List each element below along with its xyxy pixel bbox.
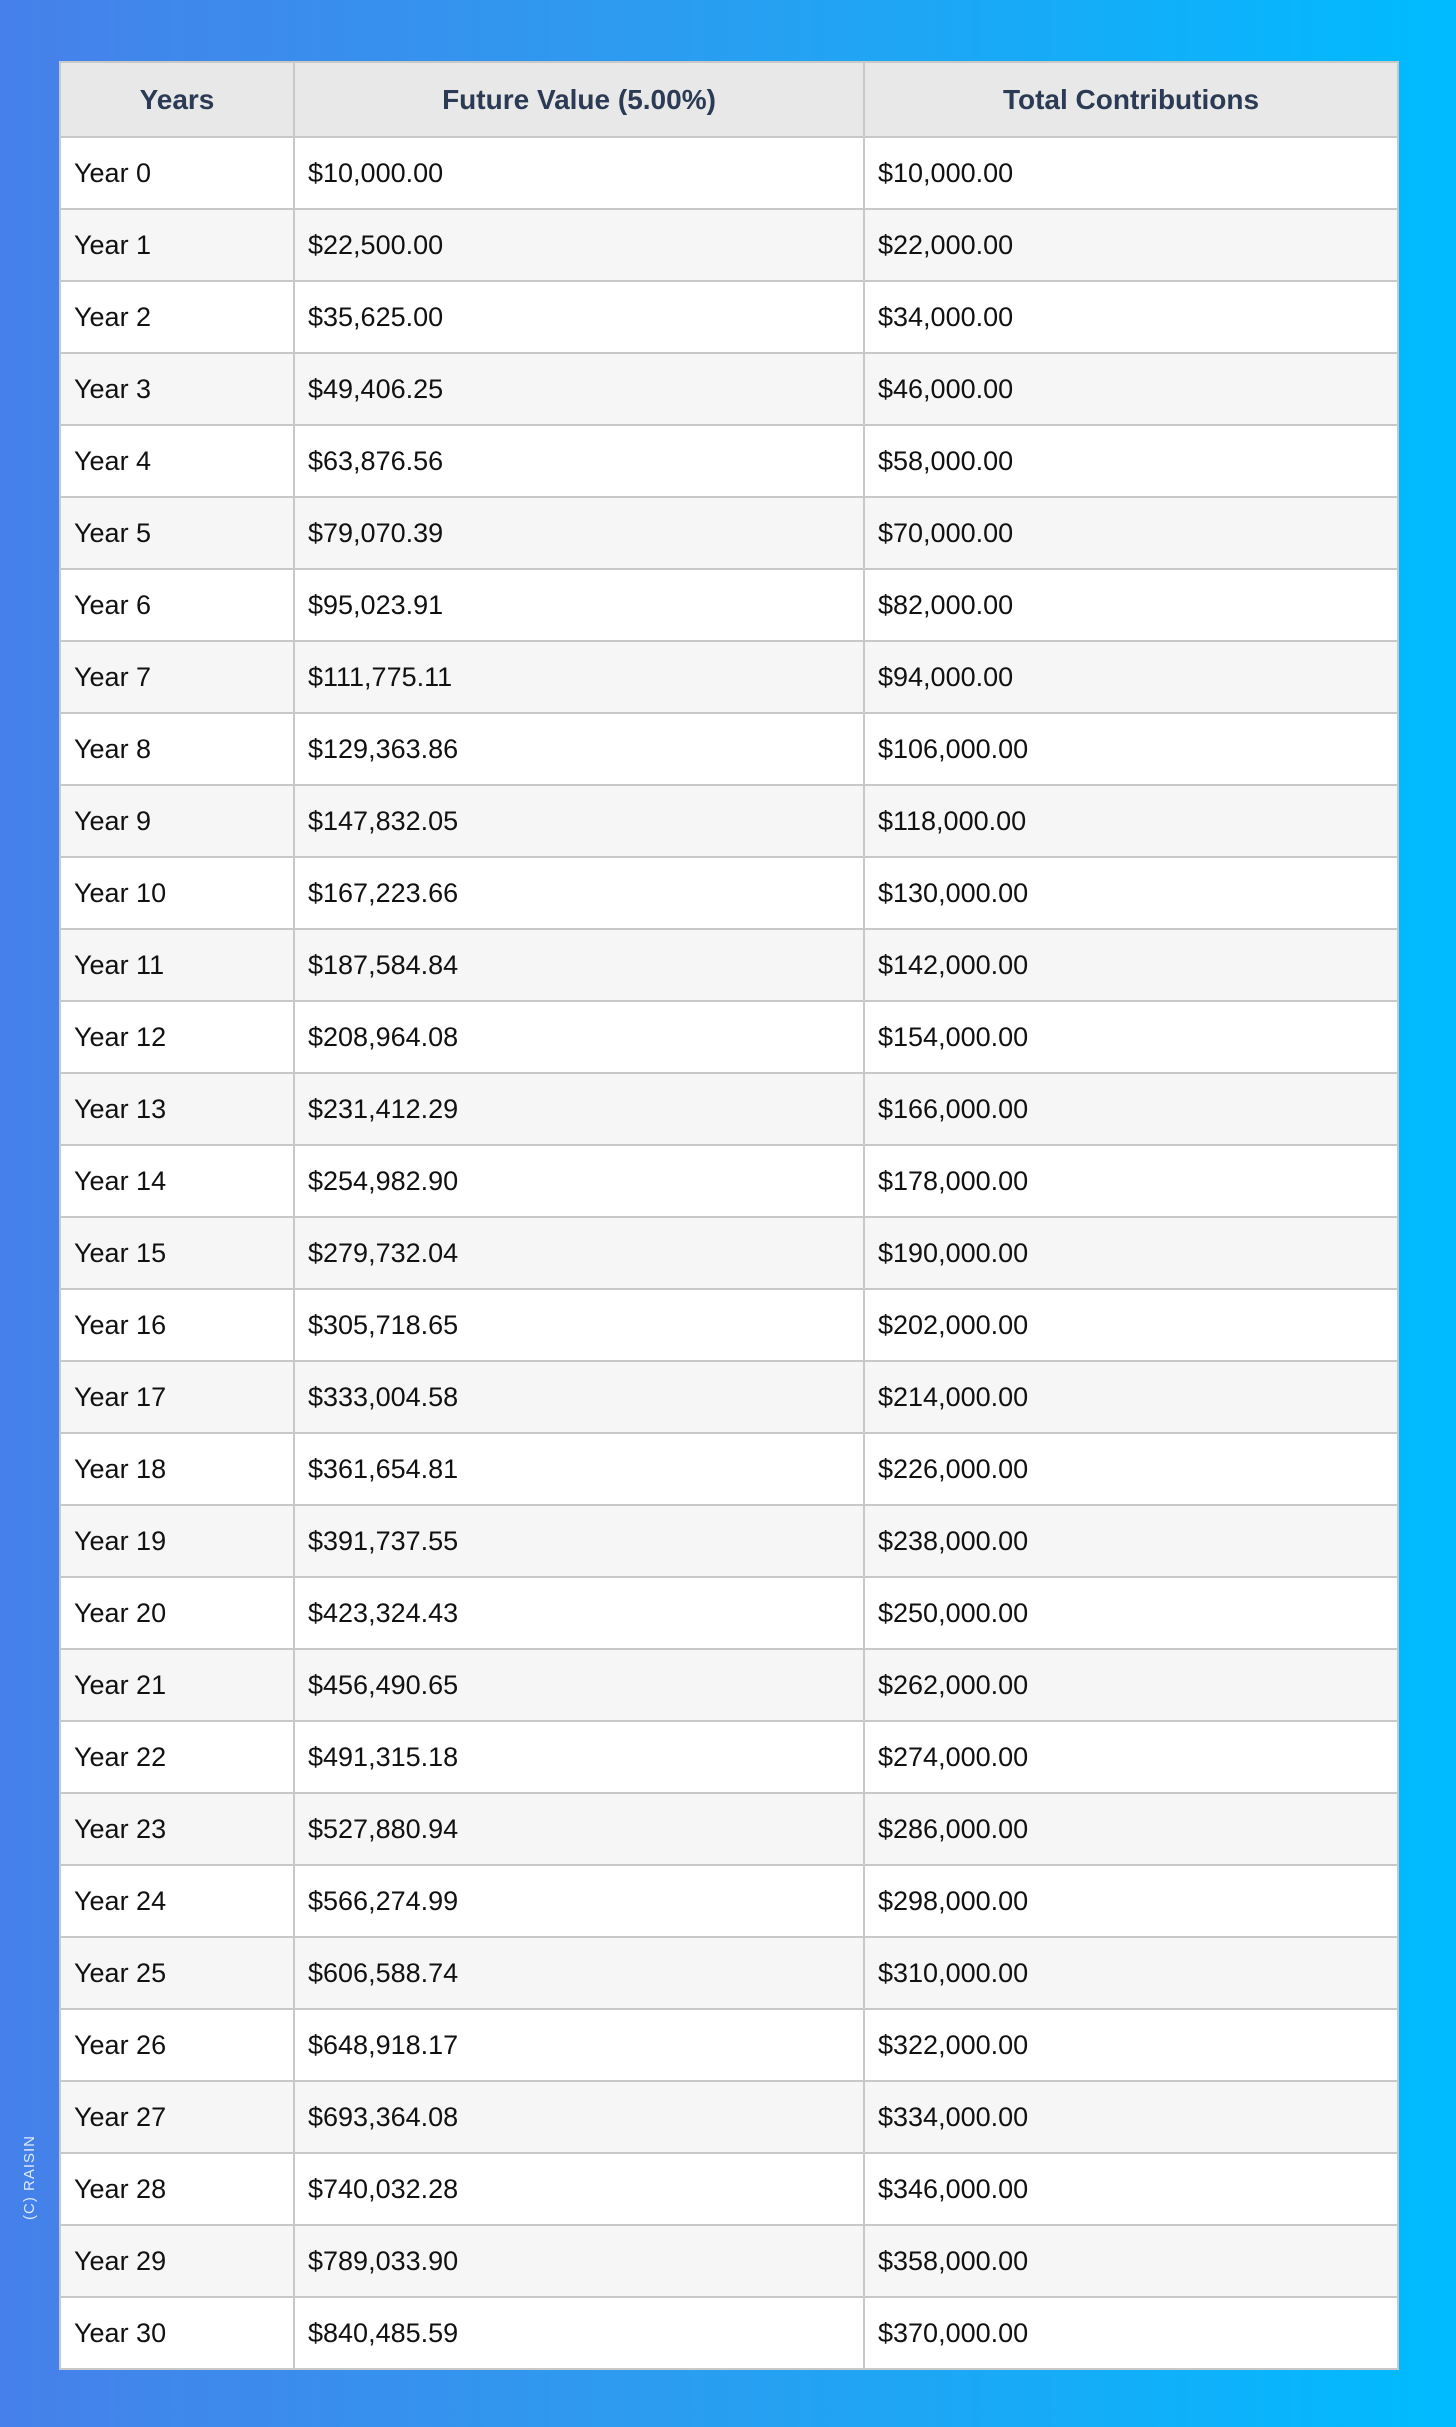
cell-total-contributions: $358,000.00 xyxy=(864,2225,1398,2297)
cell-year: Year 29 xyxy=(60,2225,294,2297)
cell-future-value: $147,832.05 xyxy=(294,785,864,857)
cell-year: Year 28 xyxy=(60,2153,294,2225)
table-row xyxy=(60,1505,1398,1577)
table-row xyxy=(60,1649,1398,1721)
cell-total-contributions: $82,000.00 xyxy=(864,569,1398,641)
cell-total-contributions: $286,000.00 xyxy=(864,1793,1398,1865)
cell-year: Year 0 xyxy=(60,137,294,209)
cell-total-contributions: $46,000.00 xyxy=(864,353,1398,425)
cell-total-contributions: $310,000.00 xyxy=(864,1937,1398,2009)
table-row xyxy=(60,1865,1398,1937)
table-row xyxy=(60,1073,1398,1145)
cell-year: Year 30 xyxy=(60,2297,294,2369)
cell-future-value: $208,964.08 xyxy=(294,1001,864,1073)
cell-year: Year 7 xyxy=(60,641,294,713)
cell-year: Year 2 xyxy=(60,281,294,353)
cell-future-value: $361,654.81 xyxy=(294,1433,864,1505)
cell-future-value: $391,737.55 xyxy=(294,1505,864,1577)
cell-future-value: $129,363.86 xyxy=(294,713,864,785)
cell-year: Year 27 xyxy=(60,2081,294,2153)
table-row xyxy=(60,1937,1398,2009)
cell-future-value: $167,223.66 xyxy=(294,857,864,929)
cell-future-value: $840,485.59 xyxy=(294,2297,864,2369)
cell-future-value: $606,588.74 xyxy=(294,1937,864,2009)
copyright-watermark: (C) RAISIN xyxy=(21,2135,38,2220)
cell-future-value: $111,775.11 xyxy=(294,641,864,713)
column-header-future-value: Future Value (5.00%) xyxy=(294,62,864,137)
cell-year: Year 10 xyxy=(60,857,294,929)
cell-year: Year 8 xyxy=(60,713,294,785)
cell-year: Year 18 xyxy=(60,1433,294,1505)
cell-total-contributions: $262,000.00 xyxy=(864,1649,1398,1721)
cell-year: Year 21 xyxy=(60,1649,294,1721)
cell-total-contributions: $370,000.00 xyxy=(864,2297,1398,2369)
table-row xyxy=(60,857,1398,929)
cell-total-contributions: $22,000.00 xyxy=(864,209,1398,281)
table-row xyxy=(60,425,1398,497)
table-row xyxy=(60,209,1398,281)
cell-year: Year 25 xyxy=(60,1937,294,2009)
header-row xyxy=(60,62,1398,137)
cell-total-contributions: $214,000.00 xyxy=(864,1361,1398,1433)
cell-future-value: $187,584.84 xyxy=(294,929,864,1001)
cell-total-contributions: $346,000.00 xyxy=(864,2153,1398,2225)
cell-total-contributions: $154,000.00 xyxy=(864,1001,1398,1073)
cell-future-value: $693,364.08 xyxy=(294,2081,864,2153)
cell-future-value: $35,625.00 xyxy=(294,281,864,353)
table-row xyxy=(60,1145,1398,1217)
table-header xyxy=(60,62,1398,137)
cell-year: Year 3 xyxy=(60,353,294,425)
table-row xyxy=(60,2081,1398,2153)
cell-year: Year 23 xyxy=(60,1793,294,1865)
cell-year: Year 1 xyxy=(60,209,294,281)
table-body xyxy=(60,137,1398,2369)
cell-future-value: $22,500.00 xyxy=(294,209,864,281)
cell-future-value: $491,315.18 xyxy=(294,1721,864,1793)
cell-future-value: $456,490.65 xyxy=(294,1649,864,1721)
cell-year: Year 19 xyxy=(60,1505,294,1577)
table-row xyxy=(60,713,1398,785)
cell-future-value: $79,070.39 xyxy=(294,497,864,569)
cell-future-value: $305,718.65 xyxy=(294,1289,864,1361)
cell-total-contributions: $298,000.00 xyxy=(864,1865,1398,1937)
column-header-total-contributions: Total Contributions xyxy=(864,62,1398,137)
table-row xyxy=(60,1289,1398,1361)
cell-future-value: $10,000.00 xyxy=(294,137,864,209)
cell-year: Year 22 xyxy=(60,1721,294,1793)
cell-total-contributions: $226,000.00 xyxy=(864,1433,1398,1505)
cell-year: Year 5 xyxy=(60,497,294,569)
table-row xyxy=(60,2225,1398,2297)
table-row xyxy=(60,2297,1398,2369)
table-row xyxy=(60,1217,1398,1289)
cell-year: Year 17 xyxy=(60,1361,294,1433)
table-row xyxy=(60,569,1398,641)
table-row xyxy=(60,929,1398,1001)
cell-future-value: $49,406.25 xyxy=(294,353,864,425)
cell-total-contributions: $94,000.00 xyxy=(864,641,1398,713)
cell-total-contributions: $178,000.00 xyxy=(864,1145,1398,1217)
table-row xyxy=(60,1793,1398,1865)
cell-future-value: $648,918.17 xyxy=(294,2009,864,2081)
cell-year: Year 12 xyxy=(60,1001,294,1073)
cell-total-contributions: $34,000.00 xyxy=(864,281,1398,353)
cell-future-value: $254,982.90 xyxy=(294,1145,864,1217)
table-row xyxy=(60,1433,1398,1505)
cell-year: Year 20 xyxy=(60,1577,294,1649)
cell-future-value: $789,033.90 xyxy=(294,2225,864,2297)
cell-future-value: $740,032.28 xyxy=(294,2153,864,2225)
table-row xyxy=(60,1001,1398,1073)
column-header-years: Years xyxy=(60,62,294,137)
cell-total-contributions: $274,000.00 xyxy=(864,1721,1398,1793)
cell-total-contributions: $322,000.00 xyxy=(864,2009,1398,2081)
table-row xyxy=(60,785,1398,857)
cell-total-contributions: $202,000.00 xyxy=(864,1289,1398,1361)
cell-total-contributions: $238,000.00 xyxy=(864,1505,1398,1577)
cell-future-value: $566,274.99 xyxy=(294,1865,864,1937)
cell-future-value: $95,023.91 xyxy=(294,569,864,641)
table-row xyxy=(60,137,1398,209)
cell-year: Year 16 xyxy=(60,1289,294,1361)
table-row xyxy=(60,641,1398,713)
projection-table-container xyxy=(59,61,1397,2370)
cell-year: Year 24 xyxy=(60,1865,294,1937)
cell-total-contributions: $10,000.00 xyxy=(864,137,1398,209)
table-row xyxy=(60,2153,1398,2225)
cell-future-value: $279,732.04 xyxy=(294,1217,864,1289)
table-row xyxy=(60,497,1398,569)
cell-year: Year 4 xyxy=(60,425,294,497)
table-row xyxy=(60,2009,1398,2081)
cell-year: Year 26 xyxy=(60,2009,294,2081)
cell-future-value: $333,004.58 xyxy=(294,1361,864,1433)
cell-total-contributions: $142,000.00 xyxy=(864,929,1398,1001)
cell-total-contributions: $130,000.00 xyxy=(864,857,1398,929)
cell-year: Year 13 xyxy=(60,1073,294,1145)
cell-year: Year 14 xyxy=(60,1145,294,1217)
cell-future-value: $231,412.29 xyxy=(294,1073,864,1145)
cell-year: Year 9 xyxy=(60,785,294,857)
table-row xyxy=(60,1577,1398,1649)
table-row xyxy=(60,281,1398,353)
cell-total-contributions: $250,000.00 xyxy=(864,1577,1398,1649)
cell-total-contributions: $58,000.00 xyxy=(864,425,1398,497)
cell-total-contributions: $190,000.00 xyxy=(864,1217,1398,1289)
cell-total-contributions: $70,000.00 xyxy=(864,497,1398,569)
cell-future-value: $527,880.94 xyxy=(294,1793,864,1865)
cell-year: Year 6 xyxy=(60,569,294,641)
table-row xyxy=(60,353,1398,425)
cell-total-contributions: $106,000.00 xyxy=(864,713,1398,785)
cell-total-contributions: $166,000.00 xyxy=(864,1073,1398,1145)
cell-year: Year 11 xyxy=(60,929,294,1001)
table-row xyxy=(60,1721,1398,1793)
cell-total-contributions: $334,000.00 xyxy=(864,2081,1398,2153)
cell-total-contributions: $118,000.00 xyxy=(864,785,1398,857)
projection-table xyxy=(59,61,1399,2370)
cell-year: Year 15 xyxy=(60,1217,294,1289)
cell-future-value: $423,324.43 xyxy=(294,1577,864,1649)
table-row xyxy=(60,1361,1398,1433)
cell-future-value: $63,876.56 xyxy=(294,425,864,497)
